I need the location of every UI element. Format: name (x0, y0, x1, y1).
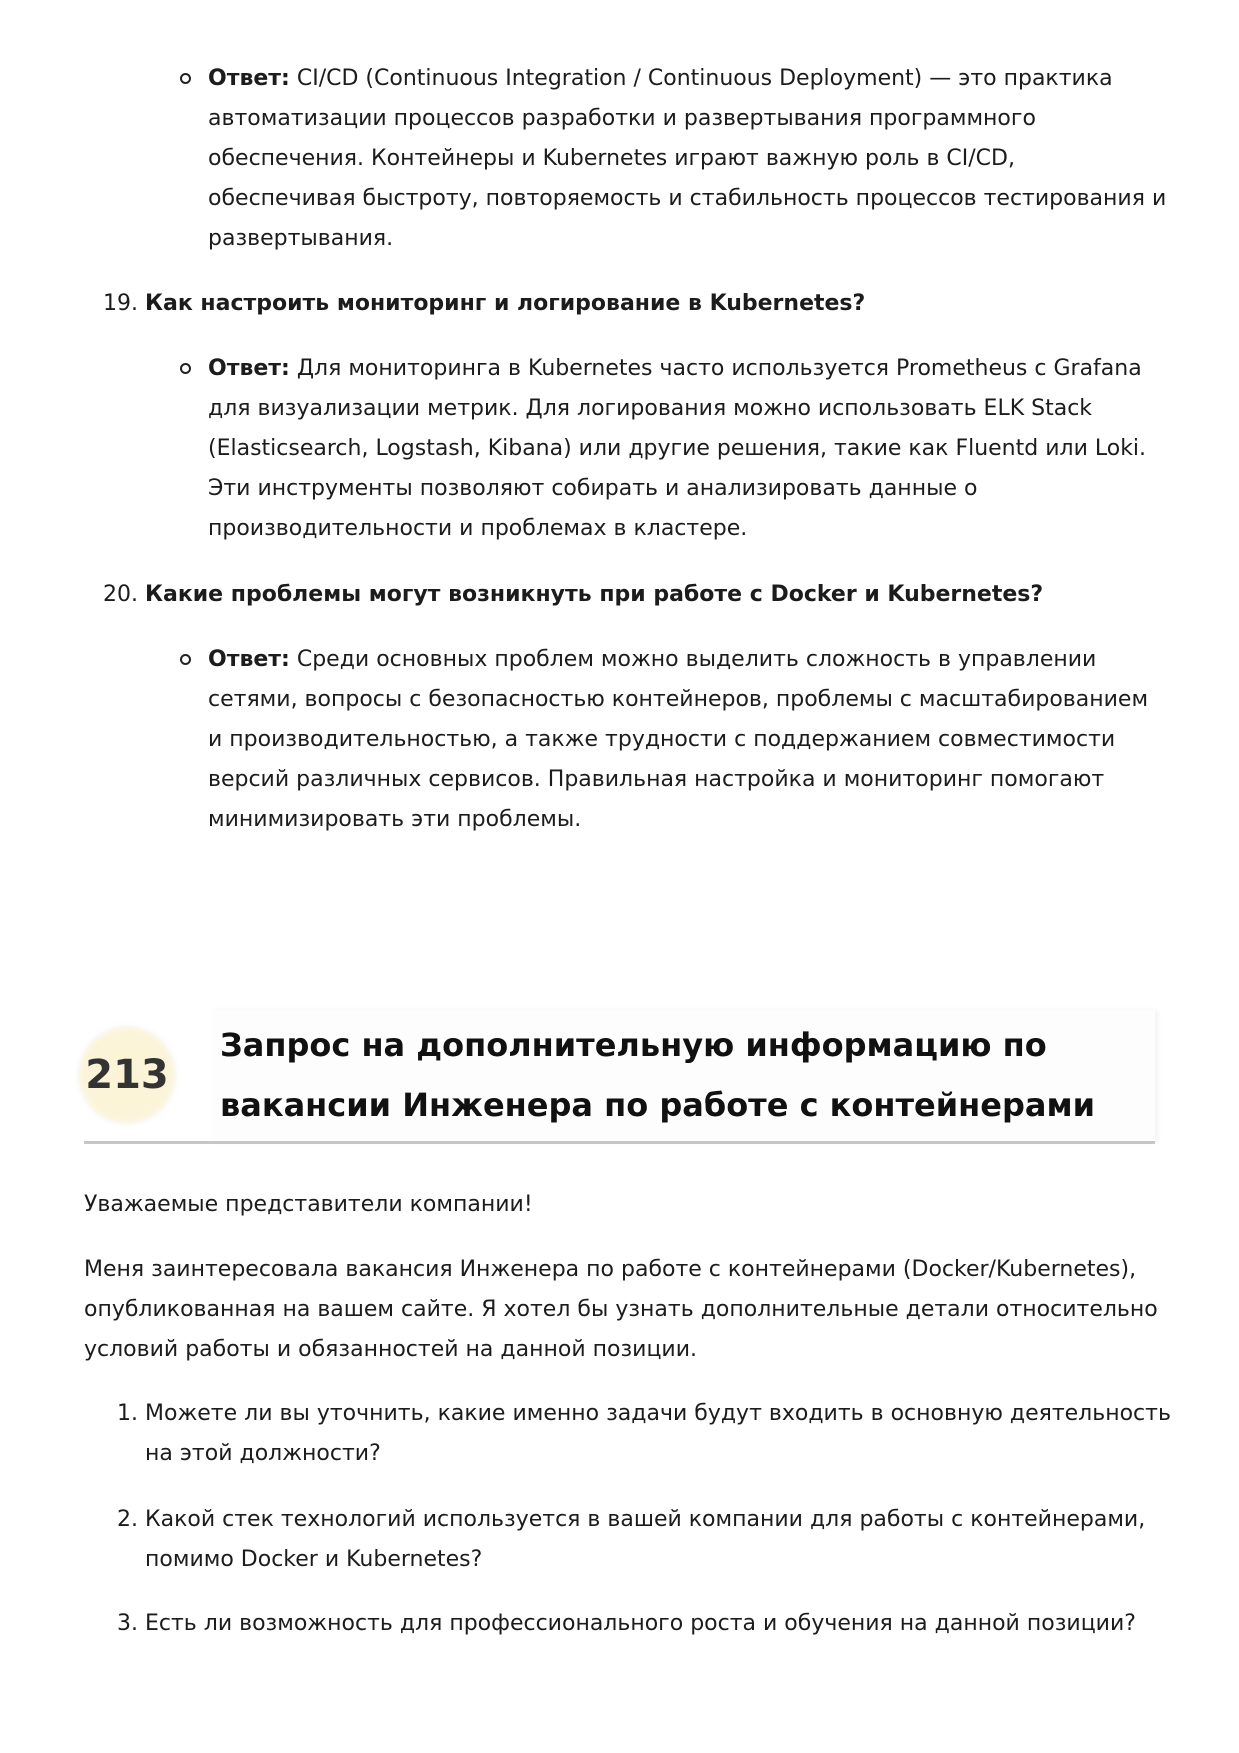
section-title (220, 1015, 1095, 1135)
section-number: 213 (85, 1052, 169, 1098)
list-item-text: Можете ли вы уточнить, какие именно задачи будут входить в основную деятельность (145, 1401, 1171, 1426)
answer-first-line (208, 349, 1146, 389)
list-number: 2. (117, 1507, 138, 1532)
list-item-3 (117, 1604, 1136, 1644)
paragraph-line: условий работы и обязанностей на данной позиции. (84, 1337, 698, 1362)
answer-text: Для мониторинга в Kubernetes часто используется Prometheus с Grafana (296, 356, 1142, 381)
answer-text: и производительностью, а также трудности с поддержанием совместимости (208, 727, 1116, 752)
answer-20 (208, 640, 1148, 840)
list-item-text: Какой стек технологий используется в вашей компании для работы с контейнерами, (145, 1507, 1146, 1532)
answer-label: Ответ: (208, 647, 290, 672)
answer-18 (208, 59, 1166, 259)
answer-first-line (208, 59, 1166, 99)
greeting: Уважаемые представители компании! (84, 1192, 533, 1217)
answer-text: (Elasticsearch, Logstash, Kibana) или другие решения, такие как Fluentd или Loki. (208, 436, 1147, 461)
answer-19 (208, 349, 1146, 549)
answer-text: производительности и проблемах в кластере. (208, 516, 748, 541)
answer-text: обеспечения. Контейнеры и Kubernetes играют важную роль в CI/CD, (208, 146, 1015, 171)
answer-text: версий различных сервисов. Правильная настройка и мониторинг помогают (208, 767, 1105, 792)
question-text: Какие проблемы могут возникнуть при работе с Docker и Kubernetes? (145, 582, 1044, 607)
heading-divider (84, 1141, 1155, 1144)
answer-text: сетями, вопросы с безопасностью контейнеров, проблемы с масштабированием (208, 687, 1149, 712)
list-item-1 (117, 1394, 1171, 1474)
bullet-circle-icon (180, 654, 191, 665)
answer-text: автоматизации процессов разработки и развертывания программного (208, 106, 1036, 131)
question-19 (103, 284, 866, 324)
section-title-line: вакансии Инженера по работе с контейнерами (220, 1086, 1096, 1124)
list-item-2 (117, 1500, 1146, 1580)
list-item-text: помимо Docker и Kubernetes? (145, 1547, 483, 1572)
bullet-circle-icon (180, 73, 191, 84)
bullet-circle-icon (180, 363, 191, 374)
answer-text: для визуализации метрик. Для логирования можно использовать ELK Stack (208, 396, 1093, 421)
answer-text: Эти инструменты позволяют собирать и анализировать данные о (208, 476, 978, 501)
list-number: 1. (117, 1401, 138, 1426)
paragraph-line: опубликованная на вашем сайте. Я хотел бы узнать дополнительные детали относительно (84, 1297, 1158, 1322)
answer-label: Ответ: (208, 356, 290, 381)
paragraph-line: Меня заинтересовала вакансия Инженера по работе с контейнерами (Docker/Kubernetes), (84, 1257, 1137, 1282)
answer-text: Среди основных проблем можно выделить сложность в управлении (296, 647, 1097, 672)
answer-text: CI/CD (Continuous Integration / Continuous Deployment) — это практика (296, 66, 1113, 91)
answer-text: развертывания. (208, 226, 394, 251)
list-item-text: на этой должности? (145, 1441, 381, 1466)
list-item-text: Есть ли возможность для профессионального роста и обучения на данной позиции? (145, 1611, 1136, 1636)
list-number: 3. (117, 1611, 138, 1636)
answer-text: обеспечивая быстроту, повторяемость и стабильность процессов тестирования и (208, 186, 1167, 211)
answer-first-line (208, 640, 1148, 680)
section-title-line: Запрос на дополнительную информацию по (220, 1026, 1047, 1064)
list-number: 20. (103, 582, 138, 607)
question-20 (103, 575, 1044, 615)
section-number-badge (80, 1028, 174, 1122)
list-number: 19. (103, 291, 138, 316)
answer-label: Ответ: (208, 66, 290, 91)
answer-text: минимизировать эти проблемы. (208, 807, 582, 832)
question-text: Как настроить мониторинг и логирование в Kubernetes? (145, 291, 866, 316)
intro-paragraph (84, 1250, 1158, 1370)
